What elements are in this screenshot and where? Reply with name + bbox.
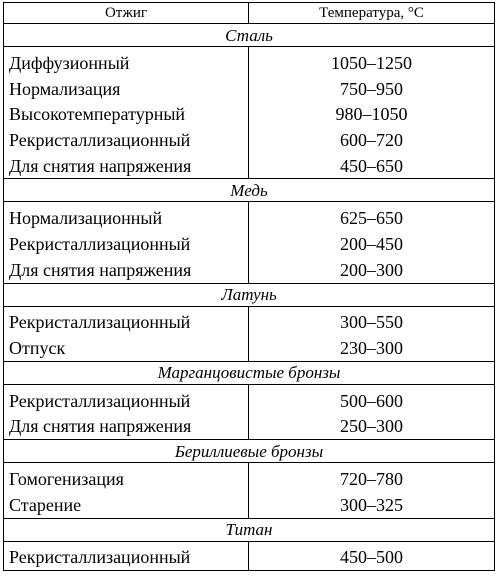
anneal-type-cell: Рекристаллизационный xyxy=(4,306,249,335)
temperature-cell: 450–650 xyxy=(249,153,495,179)
section-row xyxy=(4,440,495,463)
temperature-cell: 600–720 xyxy=(249,127,495,153)
material-section-header xyxy=(4,24,495,47)
column-header-anneal: Отжиг xyxy=(4,3,249,24)
material-rows xyxy=(4,463,495,518)
table-row xyxy=(4,492,495,518)
material-rows xyxy=(4,384,495,439)
anneal-type-cell: Рекристаллизационный xyxy=(4,127,249,153)
material-rows xyxy=(4,541,495,571)
anneal-type-cell: Рекристаллизационный xyxy=(4,541,249,571)
material-name: Бериллиевые бронзы xyxy=(4,440,495,463)
temperature-cell: 750–950 xyxy=(249,76,495,102)
anneal-type-cell: Рекристаллизационный xyxy=(4,384,249,413)
anneal-type-cell: Отпуск xyxy=(4,335,249,361)
table-row xyxy=(4,127,495,153)
anneal-type-cell: Нормализация xyxy=(4,76,249,102)
temperature-cell: 200–300 xyxy=(249,257,495,283)
anneal-type-cell: Высокотемпературный xyxy=(4,101,249,127)
table-row xyxy=(4,153,495,179)
material-section-header xyxy=(4,179,495,202)
temperature-cell: 500–600 xyxy=(249,384,495,413)
anneal-type-cell: Старение xyxy=(4,492,249,518)
anneal-type-cell: Диффузионный xyxy=(4,47,249,76)
material-section-header xyxy=(4,440,495,463)
material-section-header xyxy=(4,361,495,384)
temperature-cell: 300–550 xyxy=(249,306,495,335)
table-row xyxy=(4,306,495,335)
material-name: Сталь xyxy=(4,24,495,47)
table-row xyxy=(4,335,495,361)
table-row xyxy=(4,257,495,283)
temperature-cell: 450–500 xyxy=(249,541,495,571)
material-rows xyxy=(4,306,495,361)
table-row xyxy=(4,101,495,127)
material-name: Латунь xyxy=(4,283,495,306)
annealing-temperature-table xyxy=(3,2,495,571)
table-row xyxy=(4,76,495,102)
table-row xyxy=(4,231,495,257)
table-header-row xyxy=(4,3,495,24)
anneal-type-cell: Для снятия напряжения xyxy=(4,153,249,179)
temperature-cell: 200–450 xyxy=(249,231,495,257)
material-name: Марганцовистые бронзы xyxy=(4,361,495,384)
temperature-cell: 625–650 xyxy=(249,202,495,231)
table-row xyxy=(4,202,495,231)
temperature-cell: 300–325 xyxy=(249,492,495,518)
anneal-type-cell: Для снятия напряжения xyxy=(4,414,249,440)
anneal-type-cell: Гомогенизация xyxy=(4,463,249,492)
section-row xyxy=(4,179,495,202)
section-row xyxy=(4,24,495,47)
section-row xyxy=(4,361,495,384)
temperature-cell: 250–300 xyxy=(249,414,495,440)
material-name: Медь xyxy=(4,179,495,202)
temperature-cell: 980–1050 xyxy=(249,101,495,127)
material-rows xyxy=(4,202,495,283)
temperature-cell: 720–780 xyxy=(249,463,495,492)
temperature-cell: 230–300 xyxy=(249,335,495,361)
table-row xyxy=(4,414,495,440)
material-rows xyxy=(4,47,495,179)
table-row xyxy=(4,384,495,413)
section-row xyxy=(4,518,495,541)
material-section-header xyxy=(4,518,495,541)
material-section-header xyxy=(4,283,495,306)
section-row xyxy=(4,283,495,306)
table-row xyxy=(4,47,495,76)
anneal-type-cell: Нормализационный xyxy=(4,202,249,231)
material-name: Титан xyxy=(4,518,495,541)
column-header-temperature: Температура, °С xyxy=(249,3,495,24)
table-row xyxy=(4,541,495,571)
anneal-type-cell: Для снятия напряжения xyxy=(4,257,249,283)
temperature-cell: 1050–1250 xyxy=(249,47,495,76)
anneal-type-cell: Рекристаллизационный xyxy=(4,231,249,257)
table-row xyxy=(4,463,495,492)
